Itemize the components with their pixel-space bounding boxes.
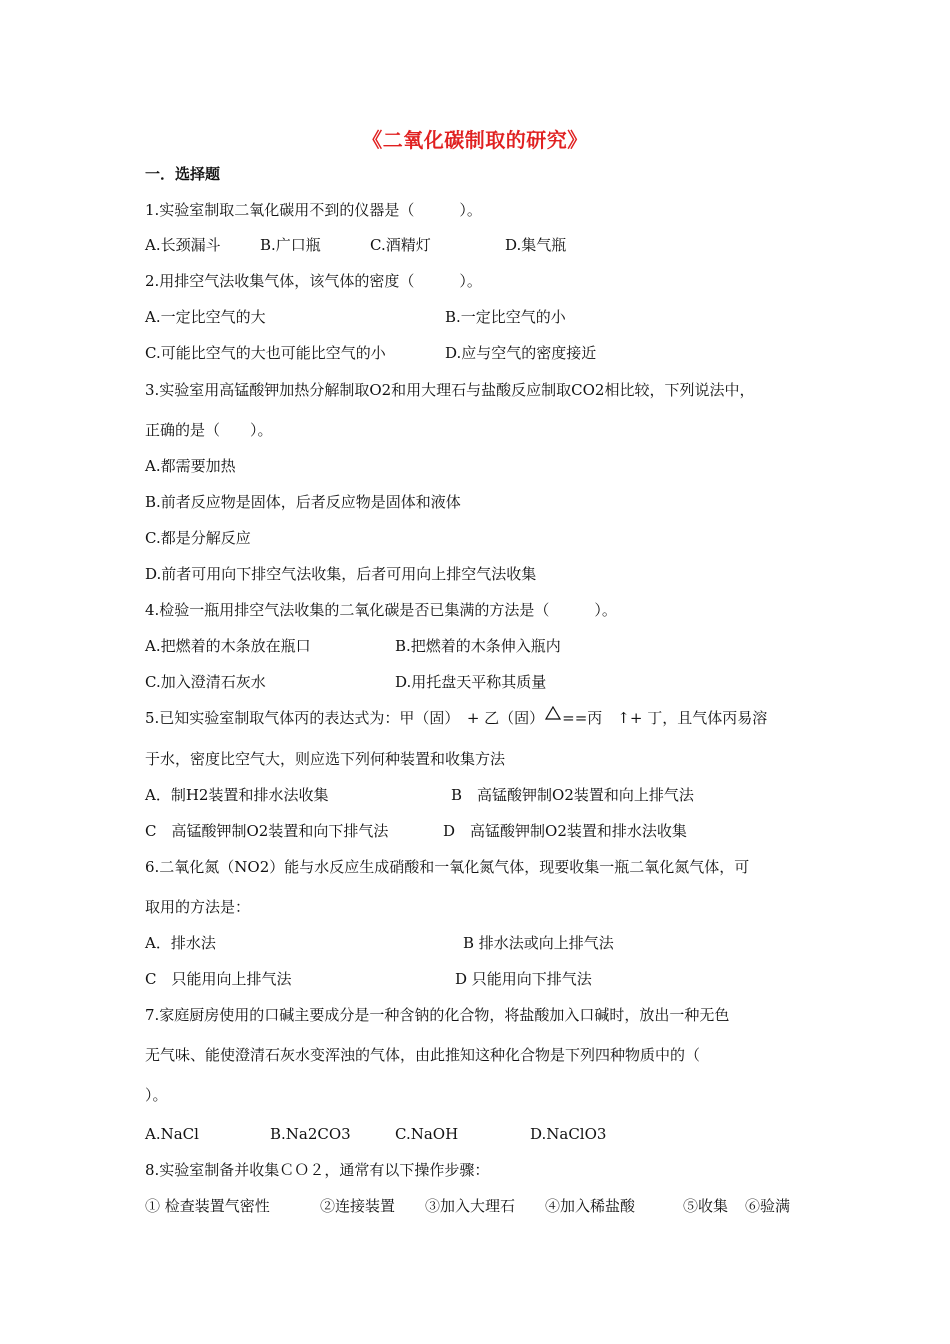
question-7-option-d: D.NaClO3 (530, 1125, 607, 1143)
question-8-stem: 8.实验室制备并收集ＣＯ２，通常有以下操作步骤： (145, 1161, 490, 1179)
question-8-step-3: ③加入大理石 (425, 1197, 516, 1215)
question-3-option-c: C.都是分解反应 (145, 529, 251, 547)
question-2-option-b: B.一定比空气的小 (445, 308, 566, 326)
question-4-options-row1 (145, 636, 845, 656)
question-8-step-1: ① 检查装置气密性 (145, 1197, 270, 1215)
question-6-options-row1 (145, 933, 845, 953)
question-8-step-6: ⑥验满 (745, 1197, 791, 1215)
question-7-stem-line2: 无气味、能使澄清石灰水变浑浊的气体，由此推知这种化合物是下列四种物质中的（ (145, 1046, 701, 1064)
question-6-option-c: C 只能用向上排气法 (145, 970, 292, 988)
question-7-stem-line1: 7.家庭厨房使用的口碱主要成分是一种含钠的化合物，将盐酸加入口碱时，放出一种无色 (145, 1006, 730, 1024)
question-7-option-a: A.NaCl (145, 1125, 199, 1143)
question-7-stem-line3: ）。 (145, 1086, 168, 1104)
question-5-option-b: B 高锰酸钾制O2装置和向上排气法 (451, 786, 694, 804)
question-3-stem-line1: 3.实验室用高锰酸钾加热分解制取O2和用大理石与盐酸反应制取CO2相比较，下列说法中， (145, 381, 755, 399)
document-title: 《二氧化碳制取的研究》 (362, 128, 588, 152)
question-6-option-d: D 只能用向下排气法 (455, 970, 592, 988)
question-5-stem-part2: ==丙 ↑+ 丁，且气体丙易溶 (562, 709, 768, 727)
question-7-option-c: C.NaOH (395, 1125, 459, 1143)
question-1-option-c: C.酒精灯 (370, 236, 431, 254)
question-1-stem: 1.实验室制取二氧化碳用不到的仪器是（ ）。 (145, 201, 482, 219)
question-4-option-b: B.把燃着的木条伸入瓶内 (395, 637, 561, 655)
question-4-option-c: C.加入澄清石灰水 (145, 673, 266, 691)
question-1-options (145, 235, 845, 255)
question-8-step-5: ⑤收集 (683, 1197, 729, 1215)
question-4-option-d: D.用托盘天平称其质量 (395, 673, 547, 691)
question-3-option-d: D.前者可用向下排空气法收集，后者可用向上排空气法收集 (145, 565, 537, 583)
question-2-stem: 2.用排空气法收集气体，该气体的密度（ ）。 (145, 272, 482, 290)
question-5-option-a: A．制H2装置和排水法收集 (145, 786, 329, 804)
question-6-option-b: B 排水法或向上排气法 (463, 934, 614, 952)
question-8-step-4: ④加入稀盐酸 (545, 1197, 636, 1215)
question-5-options-row1 (145, 785, 845, 805)
question-4-option-a: A.把燃着的木条放在瓶口 (145, 637, 311, 655)
question-6-option-a: A．排水法 (145, 934, 216, 952)
question-2-option-c: C.可能比空气的大也可能比空气的小 (145, 344, 386, 362)
question-7-option-b: B.Na2CO3 (270, 1125, 351, 1143)
question-5-option-d: D 高锰酸钾制O2装置和排水法收集 (443, 822, 687, 840)
question-5-stem-line2: 于水，密度比空气大，则应选下列何种装置和收集方法 (145, 750, 506, 768)
question-4-stem: 4.检验一瓶用排空气法收集的二氧化碳是否已集满的方法是（ ）。 (145, 601, 617, 619)
question-8-step-2: ②连接装置 (320, 1197, 396, 1215)
question-1-option-a: A.长颈漏斗 (145, 236, 221, 254)
question-5-option-c: C 高锰酸钾制O2装置和向下排气法 (145, 822, 389, 840)
question-6-options-row2 (145, 969, 845, 989)
question-2-option-a: A.一定比空气的大 (145, 308, 266, 326)
heat-triangle-icon (545, 710, 561, 724)
section-heading: 一．选择题 (145, 165, 221, 183)
question-2-option-d: D.应与空气的密度接近 (445, 344, 597, 362)
question-5-options-row2 (145, 821, 845, 841)
question-6-stem-line2: 取用的方法是： (145, 898, 251, 916)
question-7-options (145, 1124, 845, 1144)
question-8-steps (145, 1196, 845, 1216)
question-4-options-row2 (145, 672, 845, 692)
question-1-option-b: B.广口瓶 (260, 236, 321, 254)
question-2-options-row1 (145, 307, 845, 327)
question-3-option-b: B.前者反应物是固体，后者反应物是固体和液体 (145, 493, 461, 511)
question-2-options-row2 (145, 343, 845, 363)
question-6-stem-line1: 6.二氧化氮（NO2）能与水反应生成硝酸和一氧化氮气体，现要收集一瓶二氧化氮气体，可 (145, 858, 750, 876)
question-3-option-a: A.都需要加热 (145, 457, 236, 475)
question-1-option-d: D.集气瓶 (505, 236, 567, 254)
question-5-stem-line1 (145, 708, 767, 728)
question-3-stem-line2: 正确的是（ ）。 (145, 421, 273, 439)
question-5-stem-part1: 5.已知实验室制取气体丙的表达式为：甲（固） + 乙（固） (145, 709, 545, 727)
